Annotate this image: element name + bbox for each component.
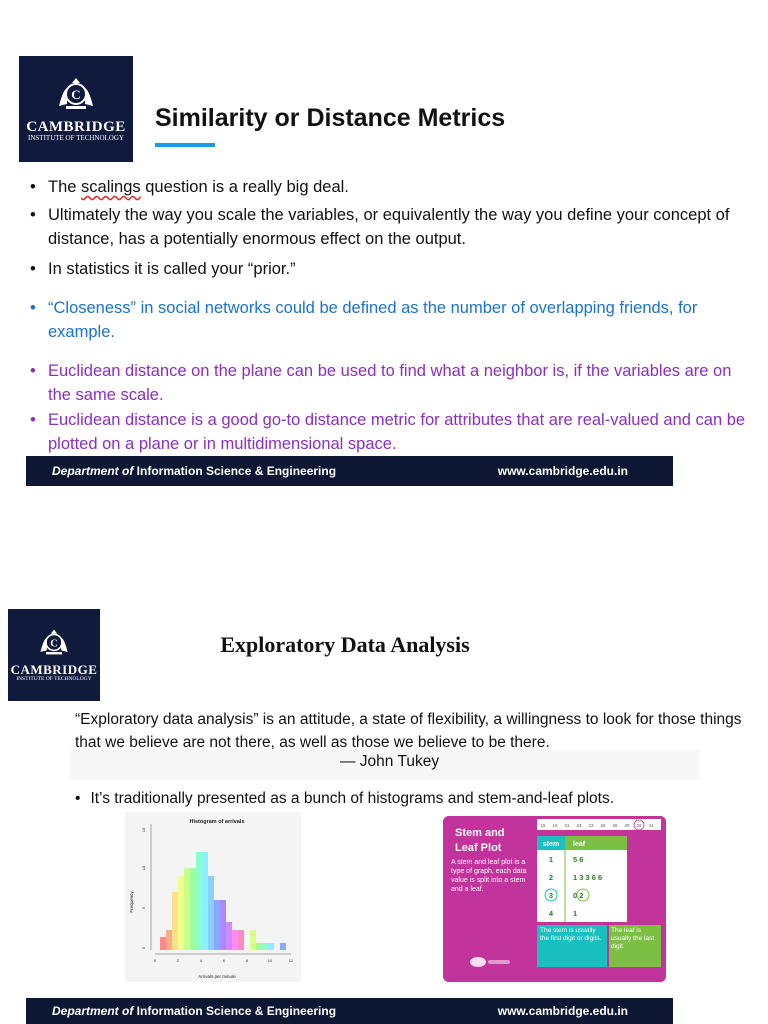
slide-title: Similarity or Distance Metrics <box>155 104 506 132</box>
logo-name: CAMBRIDGE <box>10 661 98 677</box>
bullet-item: • The scalings question is a really big deal. <box>30 178 349 196</box>
x-tick: 8 <box>245 958 249 963</box>
x-tick: 2 <box>176 958 180 963</box>
quote-author: — John Tukey <box>340 753 440 770</box>
x-tick: 4 <box>199 958 203 963</box>
slide-similarity-metrics <box>0 0 768 500</box>
histogram-x-ticks <box>154 958 294 963</box>
bullet-item: • In statistics it is called your “prior.” <box>30 260 296 278</box>
stem-leaf-description: A stem and leaf plot is a type of graph, each data value is split into a stem and a leaf. <box>451 859 527 893</box>
value: 26 <box>612 823 618 828</box>
spelling-underlined-word: scalings <box>81 178 141 196</box>
histogram-title: Histogram of arrivals <box>189 819 245 825</box>
leaf-header: leaf <box>573 841 586 848</box>
x-tick: 6 <box>222 958 226 963</box>
stem-note: The stem is usually the first digit or digits. <box>540 927 602 942</box>
row-stem: 3 <box>548 891 554 900</box>
histogram-xlabel: Arrivals per minute <box>198 974 236 979</box>
row-stem: 1 <box>548 855 554 864</box>
leaf-note: The leaf is usually the last digit <box>611 927 654 950</box>
value: 23 <box>576 823 582 828</box>
bullet-item: • “Closeness” in social networks could be defined as the number of overlapping friends, for example. <box>30 299 698 341</box>
svg-text:C: C <box>50 638 58 650</box>
department-label: Department of Information Science & Engineering <box>52 1004 337 1018</box>
bullet-item: • Ultimately the way you scale the variables, or equivalently the way you define your concept of distance, has a potentially enormous effect on the output. <box>30 206 730 248</box>
department-label: Department of Information Science & Engineering <box>52 464 337 478</box>
stem-header: stem <box>542 841 560 848</box>
stem-leaf-title-2: Leaf Plot <box>455 842 502 854</box>
histogram-y-ticks <box>141 827 146 949</box>
value: 30 <box>624 823 630 828</box>
value: 21 <box>564 823 570 828</box>
y-tick: 10 <box>141 865 146 871</box>
website-url: www.cambridge.edu.in <box>497 464 628 478</box>
histogram-bars <box>160 852 286 950</box>
y-tick: 5 <box>141 906 146 910</box>
row-leaf: 0 2 <box>573 891 584 900</box>
value: 32 <box>636 823 642 828</box>
row-leaf: 5 6 <box>573 855 584 864</box>
tukey-quote: “Exploratory data analysis” is an attitude, a state of flexibility, a willingness to look for those things that we believe are not there, as well as those we believe to be there. <box>75 711 742 751</box>
value: 16 <box>552 823 558 828</box>
slide-footer <box>26 998 673 1024</box>
row-leaf: 1 3 3 6 6 <box>573 873 603 882</box>
y-tick: 15 <box>141 827 146 833</box>
slide-footer <box>26 456 673 486</box>
stem-and-leaf-image <box>443 816 666 982</box>
logo-name: CAMBRIDGE <box>26 118 126 135</box>
cambridge-logo <box>19 56 133 162</box>
row-stem: 4 <box>548 909 554 918</box>
title-underline <box>155 143 215 147</box>
stem-leaf-title-1: Stem and <box>455 827 505 839</box>
histogram-ylabel: Frequency <box>129 891 134 913</box>
svg-text:C: C <box>71 86 81 102</box>
x-tick: 10 <box>267 958 273 963</box>
logo-subtitle: INSTITUTE OF TECHNOLOGY <box>16 675 92 682</box>
x-tick: 12 <box>288 958 294 963</box>
value: 41 <box>648 823 654 828</box>
slide-exploratory-data-analysis <box>0 590 768 1024</box>
row-stem: 2 <box>548 873 554 882</box>
value: 15 <box>540 823 546 828</box>
website-url: www.cambridge.edu.in <box>497 1004 628 1018</box>
value: 23 <box>588 823 594 828</box>
row-leaf: 1 <box>573 909 578 918</box>
bullet-item: • Euclidean distance is a good go-to distance metric for attributes that are real-valued and can be plotted on a plane or in multidimensional space. <box>30 411 746 453</box>
crest-icon <box>53 76 99 116</box>
x-tick: 0 <box>153 958 157 963</box>
slide-title: Exploratory Data Analysis <box>220 632 470 657</box>
y-tick: 0 <box>141 946 146 950</box>
bullet-item: • It’s traditionally presented as a bunch of histograms and stem-and-leaf plots. <box>75 790 614 807</box>
bullet-item: • Euclidean distance on the plane can be used to find what a neighbor is, if the variables are on the same scale. <box>30 362 732 404</box>
histogram-image <box>125 812 301 982</box>
value: 26 <box>600 823 606 828</box>
logo-subtitle: INSTITUTE OF TECHNOLOGY <box>28 133 124 142</box>
